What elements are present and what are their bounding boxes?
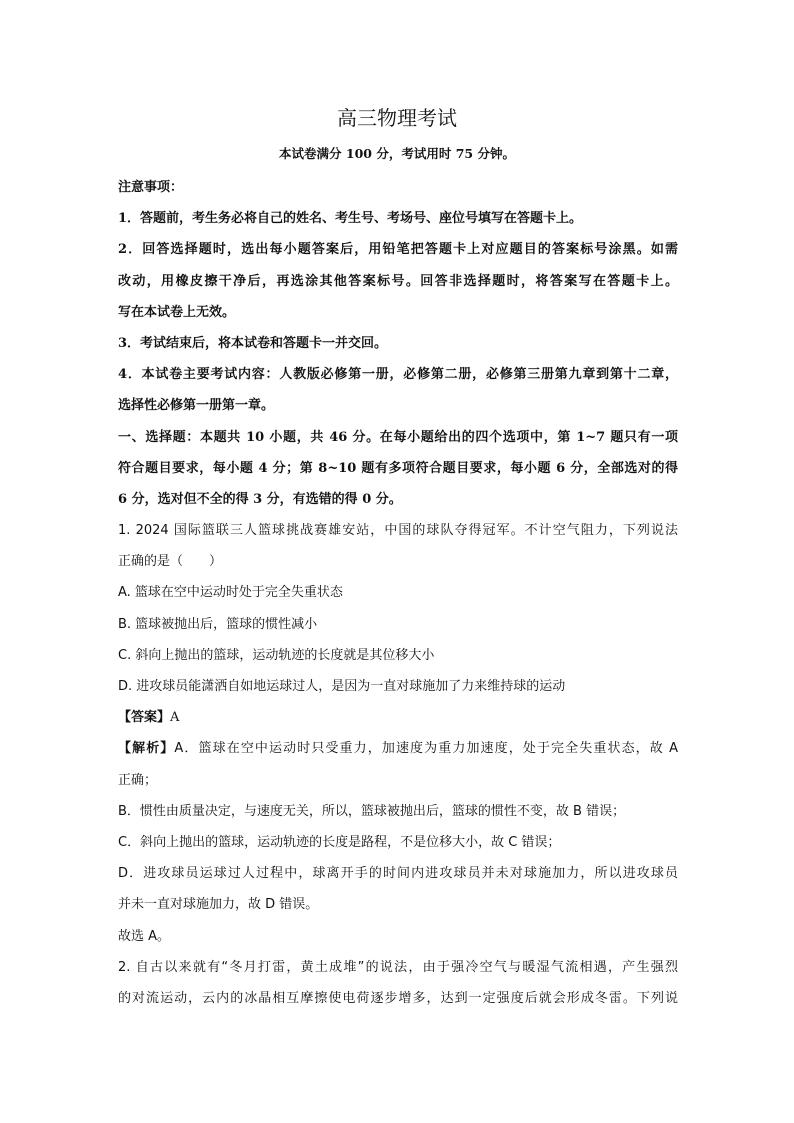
question-1-analysis-line-1 [118,733,678,764]
question-1-answer [118,702,678,733]
question-1-analysis-line-2: 正确； [118,772,158,788]
section-heading-line-3: 6 分，选对但不全的得 3 分，有选错的得 0 分。 [118,491,402,507]
question-1-analysis-line-4: C．斜向上抛出的篮球，运动轨迹的长度是路程，不是位移大小，故 C 错误； [118,834,561,850]
notice-line-5: 3．考试结束后，将本试卷和答题卡一并交回。 [118,335,388,351]
analysis-tag: 【解析】 [118,741,175,757]
question-1-analysis-line-3: B．惯性由质量决定，与速度无关，所以，篮球被抛出后，篮球的惯性不变，故 B 错误； [118,803,626,819]
document-body [118,172,678,1014]
question-1-option-a: A. 篮球在空中运动时处于完全失重状态 [118,585,343,601]
exam-info: 本试卷满分 100 分，考试用时 75 分钟。 [279,146,515,161]
answer-value: A [170,710,180,726]
question-1-stem-line-1: 1. 2024 国际篮联三人篮球挑战赛雄安站，中国的球队夺得冠军。不计空气阻力，下列说法 [118,523,678,539]
notice-line-4: 写在本试卷上无效。 [118,304,236,320]
question-1-stem-line-2: 正确的是（ ） [118,554,223,570]
question-1-option-b: B. 篮球被抛出后，篮球的惯性减小 [118,616,318,632]
question-2-stem-line-2: 的对流运动，云内的冰晶相互摩擦使电荷逐步增多，达到一定强度后就会形成冬雷。下列说 [118,990,678,1006]
question-1-option-d: D. 进攻球员能潇洒自如地运球过人，是因为一直对球施加了力来维持球的运动 [118,679,566,694]
page-title: 高三物理考试 [337,106,457,130]
section-heading-line-2: 符合题目要求，每小题 4 分；第 8~10 题有多项符合题目要求，每小题 6 分，全部选对的得 [118,460,678,476]
notice-line-7: 选择性必修第一册第一章。 [118,398,275,414]
notice-line-3: 改动，用橡皮擦干净后，再选涂其他答案标号。回答非选择题时，将答案写在答题卡上。 [118,273,678,289]
question-1-analysis-line-6: 并未一直对球施加力，故 D 错误。 [118,897,319,913]
question-1-analysis-line-5: D．进攻球员运球过人过程中，球离开手的时间内进攻球员并未对球施加力，所以进攻球员 [118,866,678,882]
notice-heading: 注意事项： [118,180,184,195]
question-1-conclusion: 故选 A。 [118,928,171,944]
notice-line-2: 2．回答选择题时，选出每小题答案后，用铅笔把答题卡上对应题目的答案标号涂黑。如需 [118,242,678,258]
question-2-stem-line-1: 2. 自古以来就有“冬月打雷，黄土成堆”的说法，由于强冷空气与暖湿气流相遇，产生强烈 [118,959,678,975]
notice-line-1: 1．答题前，考生务必将自己的姓名、考生号、考场号、座位号填写在答题卡上。 [118,211,583,227]
section-heading-line-1: 一、选择题：本题共 10 小题，共 46 分。在每小题给出的四个选项中，第 1~7 题只有一项 [118,429,678,445]
notice-line-6: 4．本试卷主要考试内容：人教版必修第一册，必修第二册，必修第三册第九章到第十二章， [118,367,678,383]
analysis-text: A．篮球在空中运动时只受重力，加速度为重力加速度，处于完全失重状态，故 A [174,741,678,757]
question-1-option-c: C. 斜向上抛出的篮球，运动轨迹的长度就是其位移大小 [118,647,435,663]
answer-tag: 【答案】 [118,710,171,726]
